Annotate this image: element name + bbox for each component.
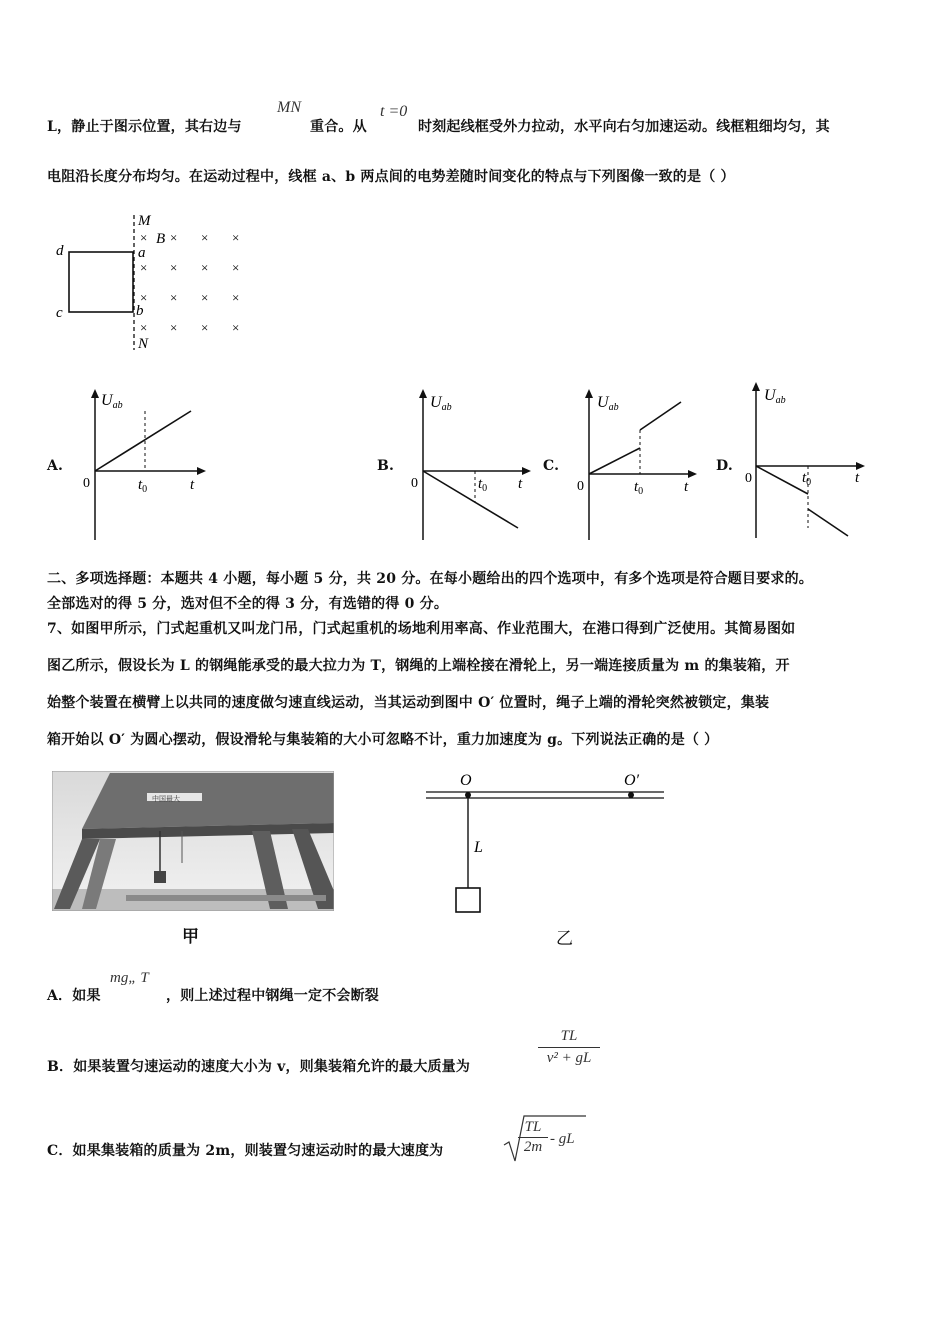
uab-line-second — [640, 402, 681, 430]
cross: × — [232, 320, 240, 335]
y-label: Uab — [597, 394, 619, 413]
x-label: t — [684, 479, 689, 495]
container-box — [456, 888, 480, 912]
cross: × — [201, 320, 209, 335]
q7-line1: 7、如图甲所示，门式起重机又叫龙门吊，门式起重机的场地利用率高、作业范围大，在港口得到广泛使用。其简易图如 — [47, 621, 796, 637]
x-label: t — [855, 470, 860, 486]
section2-line1: 二、多项选择题：本题共 4 小题，每小题 5 分，共 20 分。在每小题给出的四个选项中，有多个选项是符合题目要求的。 — [47, 571, 814, 587]
uab-line — [423, 471, 518, 528]
label-d: d — [56, 243, 64, 259]
label-b-field: B — [156, 231, 166, 247]
q7-option-a-part2: ，则上述过程中钢绳一定不会断裂 — [166, 988, 379, 1004]
uab-line-first — [756, 466, 808, 494]
pulley-o-prime — [628, 792, 634, 798]
q7-option-c-tail: - gL — [550, 1131, 575, 1147]
fraction-numerator: TL — [560, 1028, 578, 1044]
cross: × — [170, 230, 178, 245]
banner-text: 中国最大 — [152, 795, 180, 803]
q6-line1-part2: 重合。从 — [310, 119, 367, 135]
origin-label: 0 — [577, 479, 584, 494]
label-o: O — [460, 772, 472, 789]
q7-option-a-condition: mg„ T — [110, 970, 149, 986]
y-axis-arrow — [752, 382, 760, 391]
option-d-label: D. — [716, 458, 733, 474]
cross: × — [232, 290, 240, 305]
q7-option-b-fraction — [538, 1028, 600, 1067]
q7-option-a-part1: A．如果 — [47, 988, 101, 1004]
cross: × — [140, 320, 148, 335]
pendulum-diagram — [420, 765, 670, 920]
label-m: M — [138, 213, 151, 229]
cross: × — [201, 230, 209, 245]
q7-line3: 始整个装置在横臂上以共同的速度做匀速直线运动，当其运动到图中 O′ 位置时，绳子上端的滑轮突然被锁定，集装 — [47, 695, 770, 711]
diagram-caption-yi: 乙 — [556, 929, 573, 949]
option-b-label: B. — [377, 458, 395, 474]
t0-label: $t_0$ — [138, 477, 148, 495]
y-axis-arrow — [419, 389, 427, 398]
y-axis-arrow — [585, 389, 593, 398]
origin-label: 0 — [745, 471, 752, 486]
cross: × — [170, 260, 178, 275]
wire-loop — [69, 252, 133, 312]
label-b: b — [136, 303, 144, 319]
graph-option-d — [744, 378, 874, 543]
x-label: t — [190, 477, 195, 493]
fraction-bar — [518, 1137, 548, 1138]
label-c: c — [56, 305, 63, 321]
q7-option-b-text: B．如果装置匀速运动的速度大小为 v，则集装箱允许的最大质量为 — [47, 1059, 471, 1075]
cross: × — [170, 290, 178, 305]
q6-line1-part1: L，静止于图示位置，其右边与 — [47, 119, 242, 135]
cross: × — [232, 260, 240, 275]
q6-t0-symbol: t =0 — [380, 103, 408, 120]
fraction-numerator: TL — [524, 1119, 542, 1135]
cross: × — [201, 290, 209, 305]
cross: × — [140, 230, 148, 245]
y-label: Uab — [430, 394, 452, 413]
fraction-denominator: 2m — [523, 1139, 543, 1155]
option-c-label: C. — [543, 458, 560, 474]
t0-label: $t_0$ — [634, 479, 644, 497]
origin-label: 0 — [83, 476, 90, 491]
cross: × — [140, 260, 148, 275]
option-a-label: A. — [47, 458, 64, 474]
q6-line2: 电阻沿长度分布均匀。在运动过程中，线框 a、b 两点间的电势差随时间变化的特点与下列图像一致的是（ ） — [47, 169, 735, 185]
cross: × — [232, 230, 240, 245]
t0-label: $t_0$ — [478, 476, 488, 494]
fraction-denominator: v² + gL — [546, 1050, 592, 1066]
label-n: N — [138, 336, 149, 352]
gantry-crane-photo — [52, 771, 334, 911]
cross: × — [140, 290, 148, 305]
x-axis-arrow — [522, 467, 531, 475]
photo-caption-jia: 甲 — [182, 927, 199, 947]
t0-label: $t_0$ — [802, 470, 812, 488]
graph-option-c — [574, 385, 704, 545]
label-o-prime: O′ — [624, 772, 640, 789]
q7-option-c-fraction — [518, 1119, 548, 1156]
origin-label: 0 — [411, 476, 418, 491]
x-label: t — [518, 476, 523, 492]
fraction-bar — [538, 1047, 600, 1048]
cross: × — [201, 260, 209, 275]
q7-line4: 箱开始以 O′ 为圆心摆动，假设滑轮与集装箱的大小可忽略不计，重力加速度为 g。下列说法正确的是（ ） — [47, 732, 719, 748]
y-axis-arrow — [91, 389, 99, 398]
q7-line2: 图乙所示，假设长为 L 的钢绳能承受的最大拉力为 T，钢绳的上端栓接在滑轮上，另一端连接质量为 m 的集装箱，开 — [47, 658, 790, 674]
q6-field-figure — [50, 205, 270, 355]
x-axis-arrow — [856, 462, 865, 470]
x-axis-arrow — [688, 470, 697, 478]
y-label: Uab — [101, 392, 123, 411]
uab-line-second — [808, 509, 848, 536]
q6-line1-part3: 时刻起线框受外力拉动，水平向右匀加速运动。线框粗细均匀，其 — [418, 119, 830, 135]
section2-line2: 全部选对的得 5 分，选对但不全的得 3 分，有选错的得 0 分。 — [47, 596, 449, 612]
q7-option-c-text: C．如果集装箱的质量为 2m，则装置匀速运动时的最大速度为 — [47, 1143, 444, 1159]
x-axis-arrow — [197, 467, 206, 475]
uab-line — [95, 411, 191, 471]
uab-line-first — [589, 448, 640, 474]
graph-option-b — [408, 385, 538, 545]
y-label: Uab — [764, 387, 786, 406]
field-crosses — [140, 230, 239, 335]
graph-option-a — [78, 385, 208, 545]
cross: × — [170, 320, 178, 335]
label-l: L — [474, 839, 483, 856]
q6-mn-symbol: MN — [277, 99, 301, 116]
label-a: a — [138, 245, 146, 261]
